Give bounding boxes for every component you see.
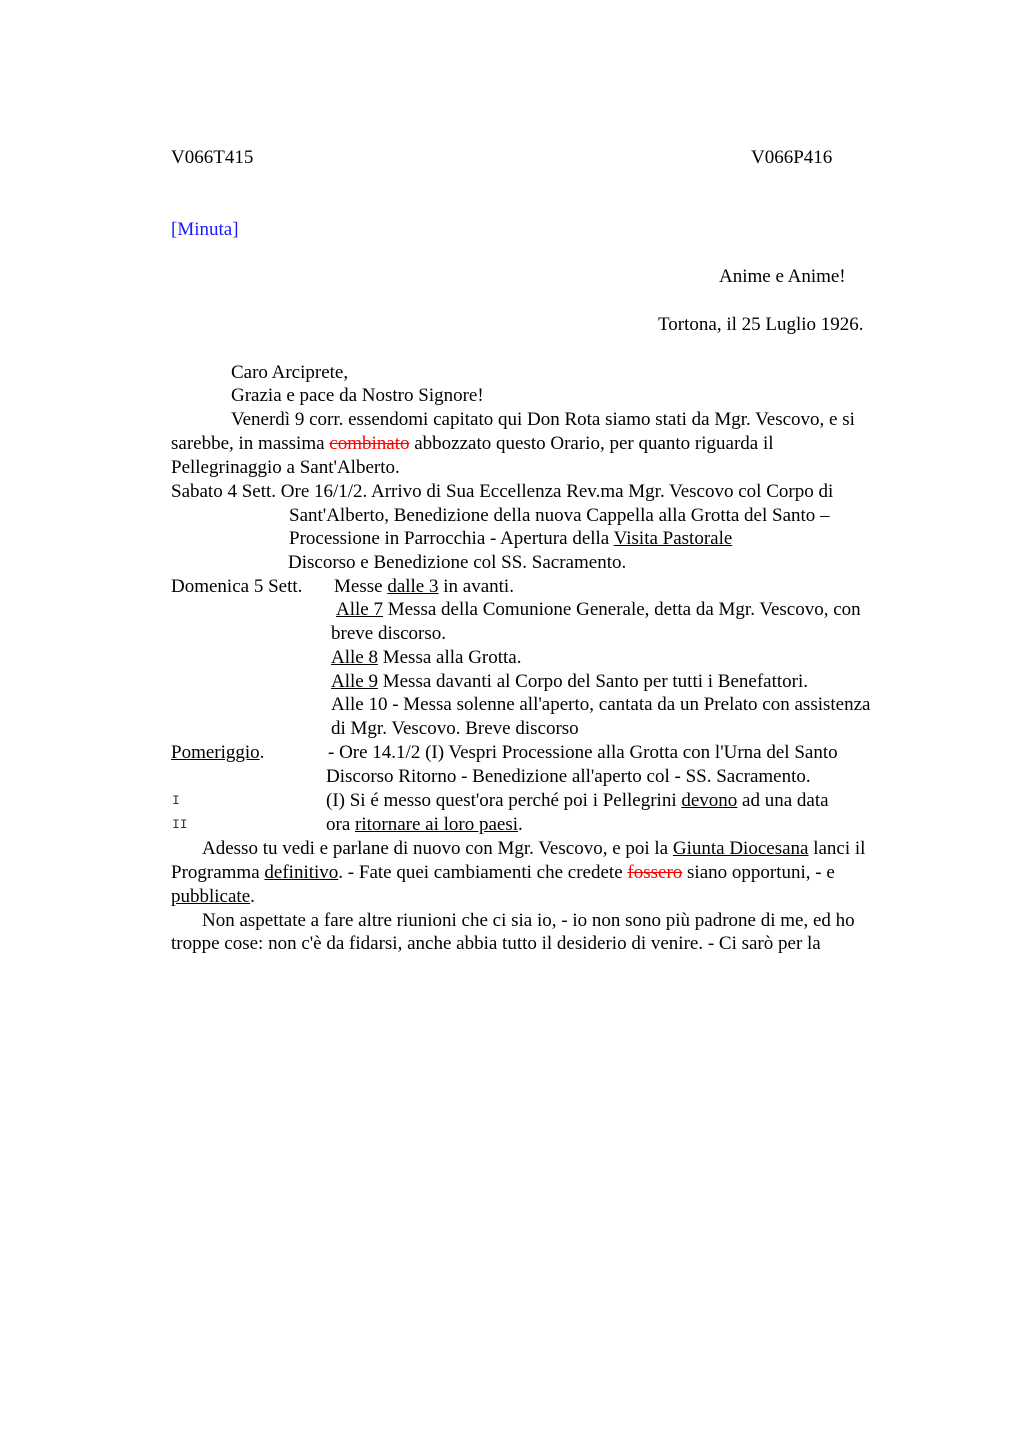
pomeriggio-label: Pomeriggio. — [171, 742, 265, 763]
underlined-text: Visita Pastorale — [613, 528, 733, 549]
domenica-line-7: di Mgr. Vescovo. Breve discorso — [331, 718, 579, 739]
para2-line-1: Adesso tu vedi e parlane di nuovo con Mgr. Vescovo, e poi la Giunta Diocesana lanci il — [202, 838, 866, 859]
pomeriggio-line-1: - Ore 14.1/2 (I) Vespri Processione alla Grotta con l'Urna del Santo — [328, 742, 838, 763]
domenica-line-2: Alle 7 Messa della Comunione Generale, detta da Mgr. Vescovo, con — [336, 599, 861, 620]
pomeriggio-line-2: Discorso Ritorno - Benedizione all'aperto col - SS. Sacramento. — [326, 766, 811, 787]
struck-word: combinato — [329, 433, 410, 454]
sabato-line-3: Processione in Parrocchia - Apertura della Visita Pastorale — [289, 528, 733, 549]
sabato-line-1: Sabato 4 Sett. Ore 16/1/2. Arrivo di Sua Eccellenza Rev.ma Mgr. Vescovo col Corpo di — [171, 481, 834, 502]
document-code-right: V066P416 — [751, 147, 833, 168]
motto: Anime e Anime! — [719, 266, 846, 287]
para3-line-2: troppe cose: non c'è da fidarsi, anche abbia tutto il desiderio di venire. - Ci sarò per la — [171, 933, 821, 954]
letter-date: Tortona, il 25 Luglio 1926. — [658, 314, 864, 335]
sabato-line-4: Discorso e Benedizione col SS. Sacramento. — [288, 552, 627, 573]
para2-line-3: pubblicate. — [171, 886, 255, 907]
salutation: Grazia e pace da Nostro Signore! — [231, 385, 484, 406]
domenica-line-6: Alle 10 - Messa solenne all'aperto, cantata da un Prelato con assistenza — [331, 694, 871, 715]
note-marker-1: I — [172, 793, 180, 808]
domenica-line-5: Alle 9 Messa davanti al Corpo del Santo per tutti i Benefattori. — [331, 671, 809, 692]
domenica-label: Domenica 5 Sett. — [171, 576, 303, 597]
greeting: Caro Arciprete, — [231, 362, 349, 383]
intro-line-1: Venerdì 9 corr. essendomi capitato qui Don Rota siamo stati da Mgr. Vescovo, e si — [231, 409, 855, 430]
minuta-label: [Minuta] — [171, 219, 239, 240]
note-marker-2: II — [172, 817, 188, 832]
intro-line-2: sarebbe, in massima combinato abbozzato questo Orario, per quanto riguarda il — [171, 433, 774, 454]
intro-line-3: Pellegrinaggio a Sant'Alberto. — [171, 457, 400, 478]
domenica-line-4: Alle 8 Messa alla Grotta. — [331, 647, 522, 668]
note-line-1: (I) Si é messo quest'ora perché poi i Pellegrini devono ad una data — [326, 790, 829, 811]
domenica-line-3: breve discorso. — [331, 623, 447, 644]
struck-word: fossero — [627, 862, 683, 883]
para2-line-2: Programma definitivo. - Fate quei cambiamenti che credete fossero siano opportuni, - e — [171, 862, 835, 883]
sabato-line-2: Sant'Alberto, Benedizione della nuova Cappella alla Grotta del Santo – — [289, 505, 830, 526]
document-code-left: V066T415 — [171, 147, 254, 168]
domenica-line-1: Messe dalle 3 in avanti. — [334, 576, 514, 597]
note-line-2: ora ritornare ai loro paesi. — [326, 814, 523, 835]
para3-line-1: Non aspettate a fare altre riunioni che ci sia io, - io non sono più padrone di me, ed ho — [202, 910, 855, 931]
